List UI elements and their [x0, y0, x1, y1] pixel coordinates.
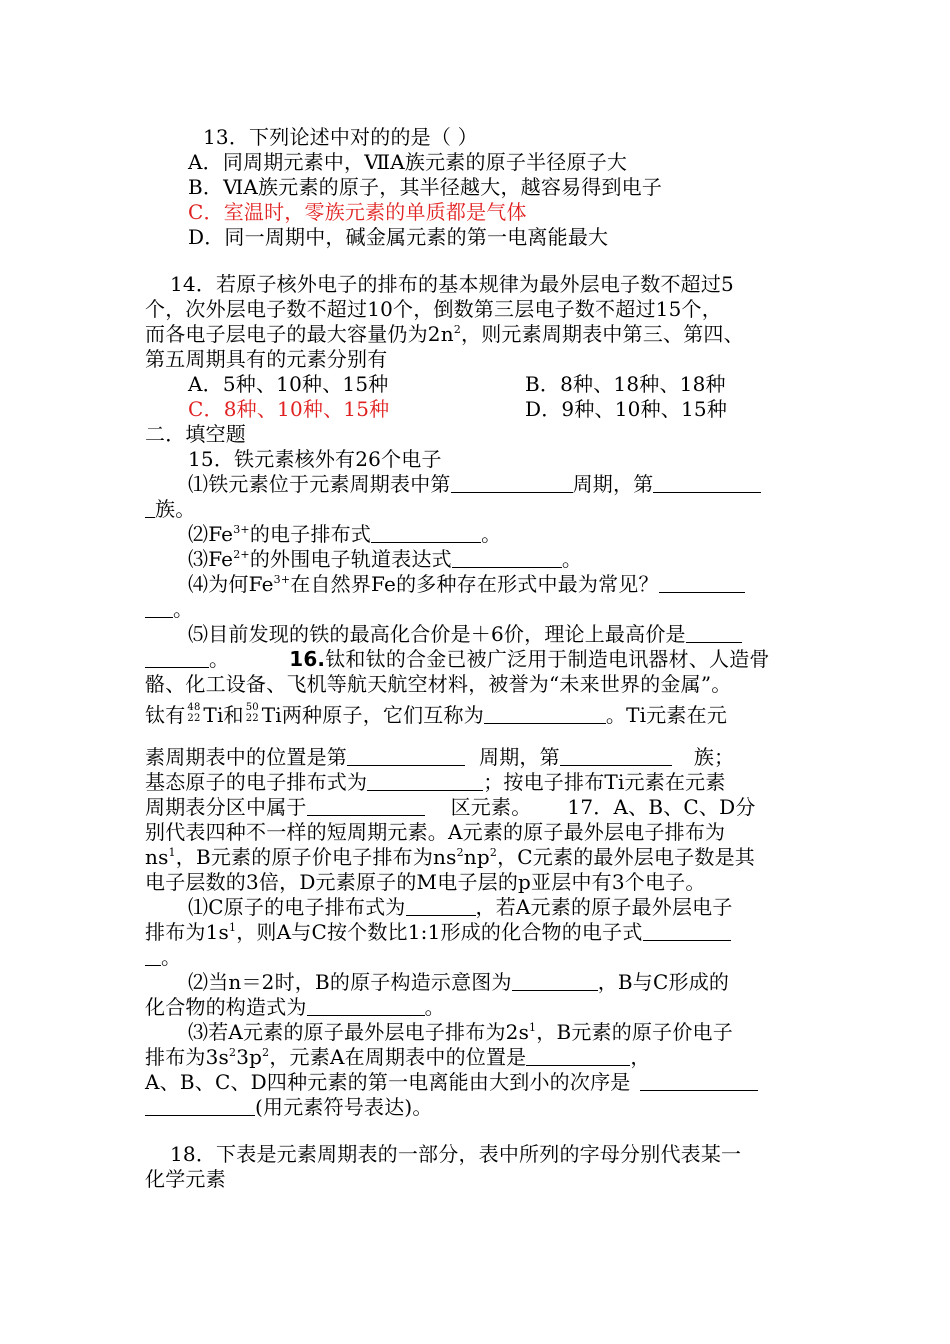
q14-line-2: 个，次外层电子数不超过10个，倒数第三层电子数不超过15个， — [145, 297, 722, 321]
q15-part-2: $⑵Fe^{3+}$的电子排布式 。 — [188, 522, 502, 546]
q15-stem: 15．铁元素核外有26个电子 — [188, 447, 442, 471]
q17-part-1: ⑴C原子的电子排布式为 ，若A元素的原子最外层电子 — [188, 895, 733, 919]
q14-option-b: B．8种、18种、18种 — [525, 372, 726, 396]
q15-part-1-cont: 族。 — [145, 497, 805, 522]
q13-option-a: A．同周期元素中，ⅦA族元素的原子半径原子大 — [188, 150, 628, 174]
q14-line-1: 14．若原子核外电子的排布的基本规律为最外层电子数不超过5 — [170, 272, 734, 296]
q17-part-3-order: A、B、C、D四种元素的第一电离能由大到小的次序是 — [145, 1070, 805, 1095]
q15-part-5: ⑸目前发现的铁的最高化合价是＋6价，理论上最高价是 — [188, 622, 848, 647]
q14-option-d: D．9种、10种、15种 — [525, 397, 728, 421]
section-heading: 二．填空题 — [145, 422, 246, 446]
q17-part-1-end: 。 — [145, 945, 805, 970]
q14-line-3: 而各电子层电子的最大容量仍为$2n^2$，则元素周期表中第三、第四、 — [145, 322, 744, 346]
q14-option-c-answer: C．8种、10种、15种 — [188, 397, 390, 421]
q18-line-2: 化学元素 — [145, 1167, 226, 1191]
q18-line-1: 18．下表是元素周期表的一部分，表中所列的字母分别代表某一 — [170, 1142, 742, 1166]
q15-part-3: $⑶Fe^{2+}$的外围电子轨道表达式 。 — [188, 547, 583, 571]
q15-part-4: ⑷为何$Fe^{3+}$在自然界Fe的多种存在形式中最为常见？ — [188, 572, 848, 597]
q17-part-1-cont: 排布为$1s^1$，则A与C按个数比1:1形成的化合物的电子式 — [145, 920, 805, 945]
q17-line-3: $ns^1$，B元素的原子价电子排布为$ns^2np^2$，C元素的最外层电子数是其 — [145, 845, 755, 869]
q16-line-2: 骼、化工设备、飞机等航天航空材料，被誉为“未来世界的金属”。 — [145, 672, 732, 696]
q17-part-2: ⑵当n＝2时，B的原子构造示意图为 ，B与C形成的 — [188, 970, 730, 994]
q17-part-3: ⑶若A元素的原子最外层电子排布为$2s^1$，B元素的原子价电子 — [188, 1020, 733, 1044]
q17-part-3-end: (用元素符号表达)。 — [145, 1095, 805, 1120]
q13-option-d: D．同一周期中，碱金属元素的第一电离能最大 — [188, 225, 609, 249]
q16-line-3: 钛有 48 22 Ti和 50 22 Ti两种原子，它们互称为 。Ti元素在元 — [145, 702, 728, 727]
isotope-ti-48: 48 22 — [187, 702, 201, 724]
q13-stem: 13．下列论述中对的的是（ ） — [203, 125, 478, 149]
q17-line-2: 别代表四种不一样的短周期元素。A元素的原子最外层电子排布为 — [145, 820, 726, 844]
q17-part-3-cont: 排布为$3s^23p^2$，元素A在周期表中的位置是 ， — [145, 1045, 651, 1069]
isotope-ti-50: 50 22 — [245, 702, 259, 724]
q15-part-1: ⑴铁元素位于元素周期表中第 周期，第 — [188, 472, 848, 497]
q15-part-4-cont: 。 — [145, 597, 805, 622]
q16-line-1: 。 16.钛和钛的合金已被广泛用于制造电讯器材、人造骨 — [145, 647, 805, 672]
q16-line-6: 周期表分区中属于 区元素。 17．A、B、C、D分 — [145, 795, 756, 819]
q14-option-a: A．5种、10种、15种 — [188, 372, 389, 396]
q17-line-4: 电子层数的3倍，D元素原子的M电子层的p亚层中有3个电子。 — [145, 870, 706, 894]
q16-line-4: 素周期表中的位置是第 周期，第 族； — [145, 745, 735, 769]
q13-option-c-answer: C．室温时，零族元素的单质都是气体 — [188, 200, 527, 224]
q16-line-5: 基态原子的电子排布式为 ；按电子排布Ti元素在元素 — [145, 770, 726, 794]
q13-option-b: B．ⅥA族元素的原子，其半径越大，越容易得到电子 — [188, 175, 663, 199]
q17-part-2-cont: 化合物的构造式为 。 — [145, 995, 445, 1019]
q14-line-4: 第五周期具有的元素分别有 — [145, 347, 388, 371]
